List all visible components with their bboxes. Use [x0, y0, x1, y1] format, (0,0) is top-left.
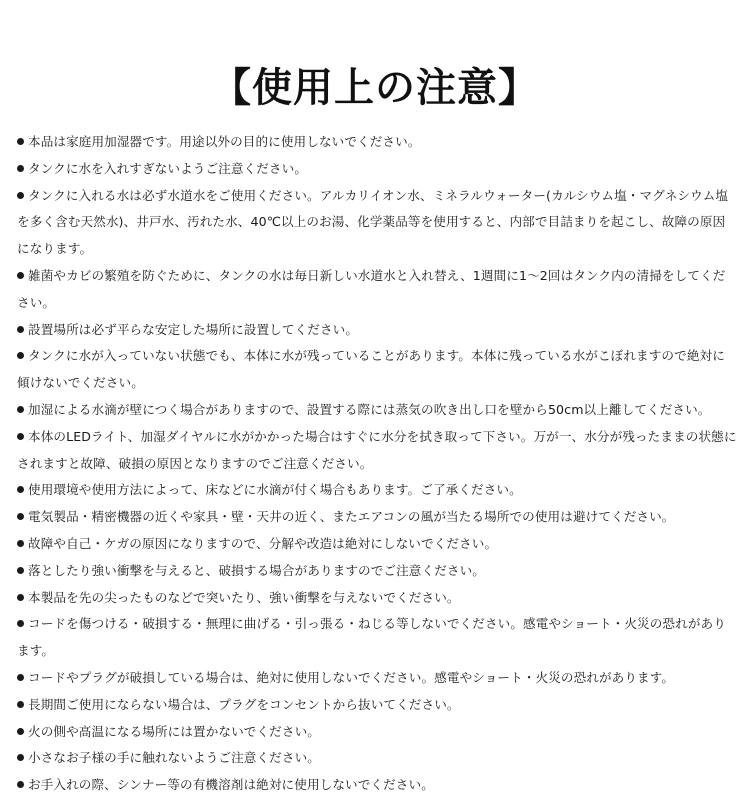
note-text: 長期間ご使用にならない場合は、プラグをコンセントから抜いてください。: [28, 696, 460, 712]
list-item: [17, 263, 737, 317]
list-item: [17, 719, 737, 746]
list-item: [17, 585, 737, 612]
list-item: [17, 665, 737, 692]
note-text: コードやプラグが破損している場合は、絶対に使用しないでください。感電やショート・火災の恐れがあります。: [28, 669, 675, 685]
note-text: 設置場所は必ず平らな安定した場所に設置してください。: [28, 321, 359, 337]
bullet-icon: [17, 754, 24, 761]
bullet-icon: [17, 165, 24, 172]
bullet-icon: [17, 620, 24, 627]
list-item: [17, 477, 737, 504]
bullet-icon: [17, 781, 24, 788]
list-item: [17, 129, 737, 156]
list-item: [17, 692, 737, 719]
bullet-icon: [17, 138, 24, 145]
bullet-icon: [17, 701, 24, 708]
bullet-icon: [17, 513, 24, 520]
note-text: 使用環境や使用方法によって、床などに水滴が付く場合もあります。ご了承ください。: [28, 482, 522, 498]
bullet-icon: [17, 433, 24, 440]
list-item: [17, 772, 737, 799]
list-item: [17, 183, 737, 263]
note-text: コードを傷つける・破損する・無理に曲げる・引っ張る・ねじる等しないでください。感電やショート・火災の恐れがあります。: [17, 616, 726, 659]
note-text: 雑菌やカビの繁殖を防ぐために、タンクの水は毎日新しい水道水と入れ替え、1週間に1～2回はタンク内の清掃をしてください。: [17, 267, 726, 310]
bullet-icon: [17, 540, 24, 547]
note-text: 火の側や高温になる場所には置かないでください。: [28, 723, 320, 739]
note-text: 落としたり強い衝撃を与えると、破損する場合がありますのでご注意ください。: [28, 562, 485, 578]
note-text: 電気製品・精密機器の近くや家具・壁・天井の近く、またエアコンの風が当たる場所での使用は避けてください。: [28, 509, 675, 525]
bullet-icon: [17, 406, 24, 413]
bullet-icon: [17, 594, 24, 601]
note-text: お手入れの際、シンナー等の有機溶剤は絶対に使用しないでください。: [28, 777, 434, 793]
bullet-icon: [17, 352, 24, 359]
note-text: 小さなお子様の手に触れないようご注意ください。: [28, 750, 320, 766]
note-text: 加湿による水滴が壁につく場合がありますので、設置する際には蒸気の吹き出し口を壁から50cm以上離してください。: [28, 401, 711, 417]
list-item: [17, 343, 737, 397]
bullet-icon: [17, 567, 24, 574]
list-item: [17, 611, 737, 665]
list-item: [17, 531, 737, 558]
list-item: [17, 397, 737, 424]
list-item: [17, 317, 737, 344]
bullet-icon: [17, 326, 24, 333]
bullet-icon: [17, 728, 24, 735]
note-text: 故障や自己・ケガの原因になりますので、分解や改造は絶対にしないでください。: [28, 535, 498, 551]
list-item: [17, 745, 737, 772]
bullet-icon: [17, 674, 24, 681]
precautions-list: [17, 129, 737, 799]
page-title: 【使用上の注意】: [211, 65, 539, 111]
note-text: タンクに水が入っていない状態でも、本体に水が残っていることがあります。本体に残っている水がこぼれますので絶対に傾けないでください。: [17, 348, 725, 391]
note-text: 本製品を先の尖ったものなどで突いたり、強い衝撃を与えないでください。: [28, 589, 460, 605]
bullet-icon: [17, 486, 24, 493]
list-item: [17, 424, 737, 478]
note-text: 本品は家庭用加湿器です。用途以外の目的に使用しないでください。: [28, 134, 421, 149]
list-item: [17, 558, 737, 585]
bullet-icon: [17, 192, 24, 199]
note-text: タンクに入れる水は必ず水道水をご使用ください。アルカリイオン水、ミネラルウォーター(カルシウム塩・マグネシウム塩を多く含む天然水)、井戸水、汚れた水、40℃以上のお湯、化学薬品等を使用すると、内部で目詰まりを起こし、故障の原因になります。: [17, 187, 729, 257]
list-item: [17, 504, 737, 531]
bullet-icon: [17, 272, 24, 279]
note-text: 本体のLEDライト、加湿ダイヤルに水がかかった場合はすぐに水分を拭き取って下さい。万が一、水分が残ったままの状態にされますと故障、破損の原因となりますのでご注意ください。: [17, 428, 737, 471]
note-text: タンクに水を入れすぎないようご注意ください。: [28, 160, 308, 176]
list-item: [17, 156, 737, 183]
